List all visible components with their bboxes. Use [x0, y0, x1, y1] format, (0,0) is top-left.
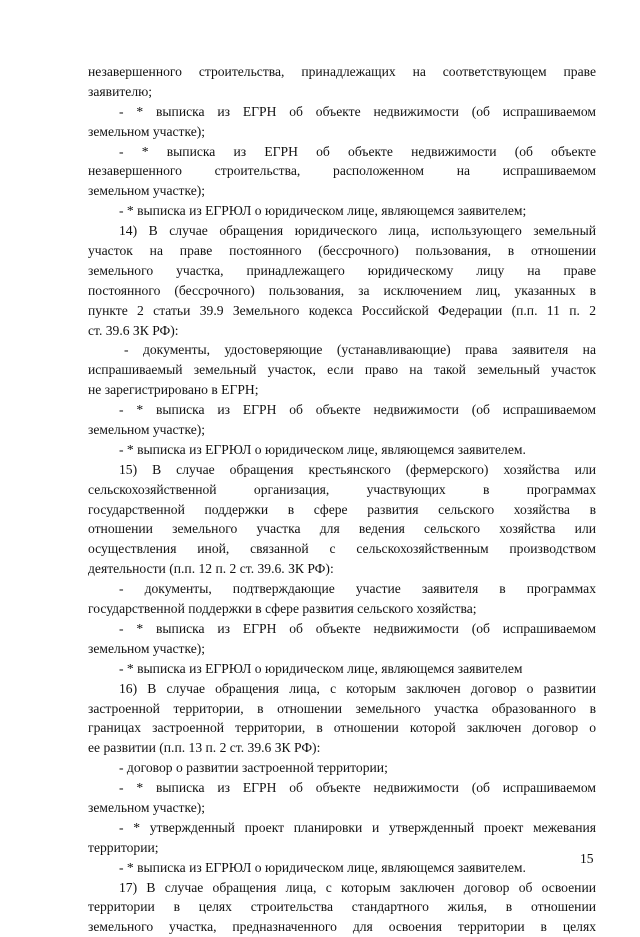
text-line: - * выписка из ЕГРН об объекте недвижимости (об испрашиваемом — [119, 620, 596, 636]
text-line: не зарегистрировано в ЕГРН; — [88, 382, 259, 398]
text-line: - * выписка из ЕГРН об объекте недвижимости (об испрашиваемом — [119, 103, 596, 119]
text-line: - документы, подтверждающие участие заявителя в программах — [119, 581, 596, 597]
text-line: земельном участке); — [88, 183, 206, 199]
text-line: отношении земельного участка для ведения сельского хозяйства или — [88, 521, 596, 537]
text-line: государственной поддержки в сфере развития сельского хозяйства; — [88, 601, 477, 617]
text-line: - * выписка из ЕГРЮЛ о юридическом лице, являющемся заявителем; — [119, 203, 527, 219]
text-line: 14) В случае обращения юридического лица, использующего земельный — [119, 223, 596, 239]
text-line: - * выписка из ЕГРЮЛ о юридическом лице, являющемся заявителем. — [119, 441, 526, 457]
text-line: земельном участке); — [88, 640, 206, 656]
text-line: осуществления иной, связанной с сельскохозяйственным производством — [88, 541, 596, 557]
text-line: - * утвержденный проект планировки и утвержденный проект межевания — [119, 819, 596, 835]
text-line: застроенной территории, в отношении земельного участка образованного в — [88, 700, 596, 716]
text-line: государственной поддержки в сфере развития сельского хозяйства в — [88, 501, 596, 517]
text-line: территории в целях строительства стандартного жилья, в отношении — [88, 899, 596, 915]
text-line: испрашиваемый земельный участок, если право на такой земельный участок — [88, 362, 596, 378]
text-line: пункте 2 статьи 39.9 Земельного кодекса Российской Федерации (п.п. 11 п. 2 — [88, 302, 596, 318]
text-line: земельном участке); — [88, 422, 206, 438]
text-line: территории; — [88, 839, 159, 855]
text-line: незавершенного строительства, принадлежащих на соответствующем праве — [88, 64, 596, 79]
text-line: - * выписка из ЕГРН об объекте недвижимости (об испрашиваемом — [119, 402, 596, 418]
text-line: - * выписка из ЕГРЮЛ о юридическом лице, являющемся заявителем. — [119, 859, 526, 875]
text-line: незавершенного строительства, расположенном на испрашиваемом — [88, 163, 596, 179]
text-line: - договор о развитии застроенной территории; — [119, 760, 388, 776]
text-line: - * выписка из ЕГРЮЛ о юридическом лице, являющемся заявителем — [119, 660, 523, 676]
text-line: 16) В случае обращения лица, с которым заключен договор о развитии — [119, 680, 596, 696]
text-line: земельном участке); — [88, 123, 206, 139]
text-line: - * выписка из ЕГРН об объекте недвижимости (об испрашиваемом — [119, 780, 596, 796]
text-line: ее развитии (п.п. 13 п. 2 ст. 39.6 ЗК РФ): — [88, 740, 321, 756]
text-line: границах застроенной территории, в отношении которой заключен договор о — [88, 720, 596, 736]
text-line: - документы, удостоверяющие (устанавливающие) права заявителя на — [124, 342, 596, 358]
text-line: заявителю; — [88, 83, 153, 99]
document-body — [88, 62, 596, 937]
text-line: 15) В случае обращения крестьянского (фермерского) хозяйства или — [119, 461, 596, 477]
text-line: ст. 39.6 ЗК РФ): — [88, 322, 179, 338]
text-line: участок на праве постоянного (бессрочного) пользования, в отношении — [88, 243, 596, 259]
text-line: земельном участке); — [88, 799, 206, 815]
text-line: деятельности (п.п. 12 п. 2 ст. 39.6. ЗК РФ): — [88, 561, 334, 577]
text-line: постоянного (бессрочного) пользования, за исключением лиц, указанных в — [88, 282, 596, 298]
text-line: земельного участка, принадлежащего юридическому лицу на праве — [88, 262, 596, 278]
text-line: - * выписка из ЕГРН об объекте недвижимости (об объекте — [119, 143, 596, 159]
text-line: 17) В случае обращения лица, с которым заключен договор об освоении — [119, 879, 596, 895]
text-line: сельскохозяйственной организация, участвующих в программах — [88, 481, 596, 497]
text-line: земельного участка, предназначенного для освоения территории в целях — [88, 919, 596, 935]
page-number: 15 — [580, 851, 594, 866]
